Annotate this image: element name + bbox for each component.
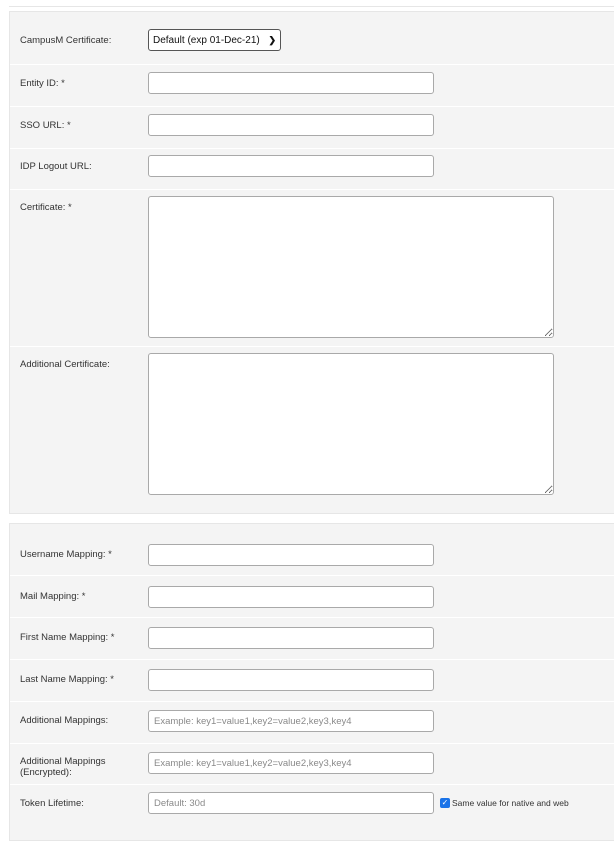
additional-mappings-row xyxy=(10,702,614,744)
idp-logout-url-row xyxy=(10,149,614,190)
idp-logout-url-input[interactable] xyxy=(148,155,434,177)
additional-mappings-encrypted-label: Additional Mappings (Encrypted): xyxy=(20,756,106,778)
entity-id-row xyxy=(10,65,614,107)
saml-settings-panel xyxy=(9,11,614,514)
last-name-mapping-label: Last Name Mapping: * xyxy=(20,674,114,685)
mail-mapping-row xyxy=(10,576,614,618)
first-name-mapping-label: First Name Mapping: * xyxy=(20,632,115,643)
certificate-row xyxy=(10,190,614,347)
additional-mappings-encrypted-row xyxy=(10,744,614,785)
last-name-mapping-input[interactable] xyxy=(148,669,434,691)
additional-certificate-textarea[interactable] xyxy=(148,353,554,495)
token-lifetime-label: Token Lifetime: xyxy=(20,798,84,809)
first-name-mapping-input[interactable] xyxy=(148,627,434,649)
first-name-mapping-row xyxy=(10,618,614,660)
additional-mappings-input[interactable] xyxy=(148,710,434,732)
mapping-settings-panel xyxy=(9,523,614,841)
sso-url-row xyxy=(10,107,614,149)
entity-id-input[interactable] xyxy=(148,72,434,94)
sso-url-input[interactable] xyxy=(148,114,434,136)
campusm-certificate-row xyxy=(10,12,614,65)
same-value-checkbox-wrap[interactable] xyxy=(440,798,569,808)
sso-url-label: SSO URL: * xyxy=(20,120,71,131)
entity-id-label: Entity ID: * xyxy=(20,78,65,89)
campusm-certificate-label: CampusM Certificate: xyxy=(20,35,112,46)
last-name-mapping-row xyxy=(10,660,614,702)
username-mapping-input[interactable] xyxy=(148,544,434,566)
additional-certificate-label: Additional Certificate: xyxy=(20,359,110,370)
same-value-checkbox[interactable] xyxy=(440,798,450,808)
campusm-certificate-value: Default (exp 01-Dec-21) xyxy=(153,34,260,46)
idp-logout-url-label: IDP Logout URL: xyxy=(20,161,92,172)
same-value-label: Same value for native and web xyxy=(452,798,569,808)
token-lifetime-input[interactable] xyxy=(148,792,434,814)
checkmark-icon: ✓ xyxy=(441,798,449,807)
certificate-textarea[interactable] xyxy=(148,196,554,338)
username-mapping-row xyxy=(10,524,614,576)
mail-mapping-input[interactable] xyxy=(148,586,434,608)
username-mapping-label: Username Mapping: * xyxy=(20,549,112,560)
additional-mappings-label: Additional Mappings: xyxy=(20,715,109,726)
top-divider xyxy=(9,0,614,7)
additional-mappings-encrypted-input[interactable] xyxy=(148,752,434,774)
certificate-label: Certificate: * xyxy=(20,202,72,213)
campusm-certificate-select[interactable] xyxy=(148,29,281,51)
additional-certificate-row xyxy=(10,347,614,513)
mail-mapping-label: Mail Mapping: * xyxy=(20,591,86,602)
chevron-down-icon: ❯ xyxy=(268,34,276,45)
token-lifetime-row xyxy=(10,785,614,840)
